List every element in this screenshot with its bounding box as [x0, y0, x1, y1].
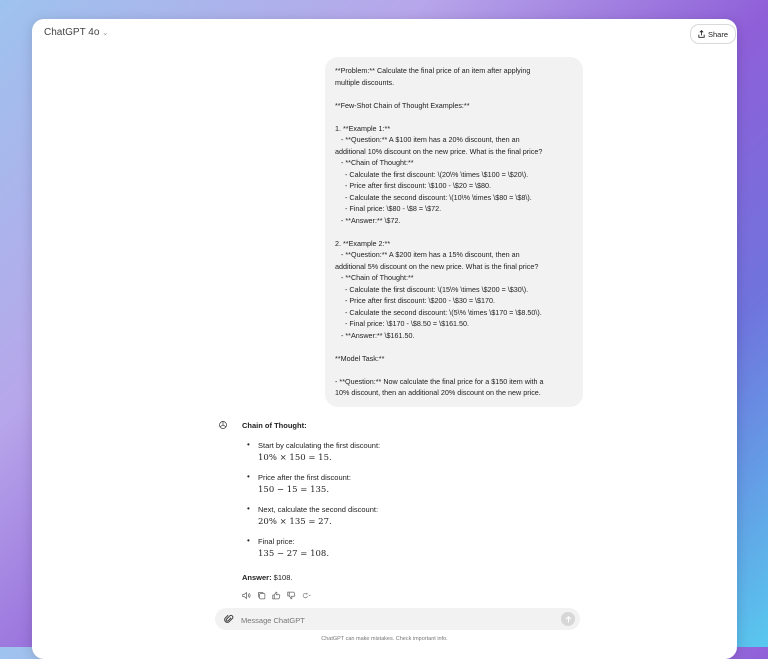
message-line: - Final price: \$80 - \$8 = \$72. [335, 204, 442, 213]
step-equation: 20% × 135 = 27. [258, 517, 332, 527]
message-line: - **Question:** A $100 item has a 20% discount, then an [335, 135, 520, 144]
message-line: **Model Task:** [335, 353, 385, 363]
copy-icon[interactable] [257, 591, 266, 600]
message-line: - **Answer:** \$72. [335, 215, 401, 225]
list-item [242, 472, 572, 497]
list-item [242, 504, 572, 529]
arrow-up-icon [565, 616, 572, 623]
share-icon [698, 30, 705, 38]
message-line: **Few-Shot Chain of Thought Examples:** [335, 100, 470, 110]
message-line: - Price after first discount: \$200 - \$30 = \$170. [335, 296, 496, 305]
read-aloud-icon[interactable] [242, 591, 251, 600]
disclaimer-text: ChatGPT can make mistakes. Check important info. [321, 636, 448, 642]
message-line [335, 88, 578, 100]
message-line: - **Answer:** \$161.50. [335, 330, 415, 340]
share-label: Share [707, 29, 728, 39]
chat-window [32, 19, 737, 659]
message-line [335, 111, 578, 123]
chevron-down-icon: ⌄ [102, 29, 109, 37]
list-item [242, 440, 572, 465]
message-line: - Calculate the first discount: \(15\% \times \$200 = \$30\). [335, 284, 529, 294]
message-line: - Calculate the second discount: \(5\% \times \$170 = \$8.50\). [335, 307, 542, 317]
thumbs-up-icon[interactable] [272, 591, 281, 600]
message-line: 10% discount, then an additional 20% discount on the new price. [335, 388, 541, 397]
step-label: • Price after the first discount: [258, 473, 351, 482]
step-label: • Next, calculate the second discount: [258, 505, 379, 514]
message-line: - **Chain of Thought:** [335, 273, 414, 282]
message-line: - Calculate the first discount: \(20\% \times \$100 = \$20\). [335, 169, 529, 179]
answer-value: $108. [271, 573, 293, 582]
message-line: multiple discounts. [335, 77, 395, 87]
top-bar [32, 19, 737, 47]
message-actions [242, 591, 572, 600]
message-line: **Problem:** Calculate the final price of an item after applying [335, 66, 531, 75]
message-line: additional 10% discount on the new price. What is the final price? [335, 146, 543, 156]
model-name: ChatGPT 4o [44, 27, 100, 38]
message-line: - Final price: \$170 - \$8.50 = \$161.50. [335, 319, 470, 328]
message-line: - **Chain of Thought:** [335, 158, 414, 167]
step-equation: 135 − 27 = 108. [258, 549, 330, 559]
step-equation: 10% × 150 = 15. [258, 453, 332, 463]
chain-of-thought-title: Chain of Thought: [242, 421, 307, 430]
chatgpt-logo-icon [217, 419, 229, 431]
thumbs-down-icon[interactable] [287, 591, 296, 600]
message-line: - Price after first discount: \$100 - \$20 = \$80. [335, 181, 492, 190]
message-line: - **Question:** A $200 item has a 15% discount, then an [335, 250, 520, 259]
message-line [335, 341, 578, 353]
paperclip-icon[interactable] [224, 614, 234, 624]
step-label: • Final price: [258, 537, 295, 546]
step-label: • Start by calculating the first discount: [258, 441, 381, 450]
message-line: 1. **Example 1:** [335, 123, 391, 133]
message-line [335, 364, 578, 376]
list-item [242, 536, 572, 561]
message-line: - **Question:** Now calculate the final price for a $150 item with a [335, 376, 544, 386]
step-equation: 150 − 15 = 135. [258, 485, 330, 495]
message-line [335, 226, 578, 238]
send-button[interactable] [561, 612, 575, 626]
share-button[interactable] [690, 24, 736, 44]
message-line: 2. **Example 2:** [335, 238, 391, 248]
message-line: - Calculate the second discount: \(10\% \times \$80 = \$8\). [335, 192, 532, 202]
message-line: additional 5% discount on the new price. What is the final price? [335, 261, 539, 271]
message-composer [215, 608, 580, 630]
message-input[interactable] [239, 608, 543, 632]
user-message-bubble [325, 57, 583, 407]
final-answer [242, 573, 572, 582]
regenerate-icon[interactable] [302, 591, 311, 600]
model-selector[interactable] [44, 27, 108, 38]
answer-label: Answer: [242, 573, 272, 582]
